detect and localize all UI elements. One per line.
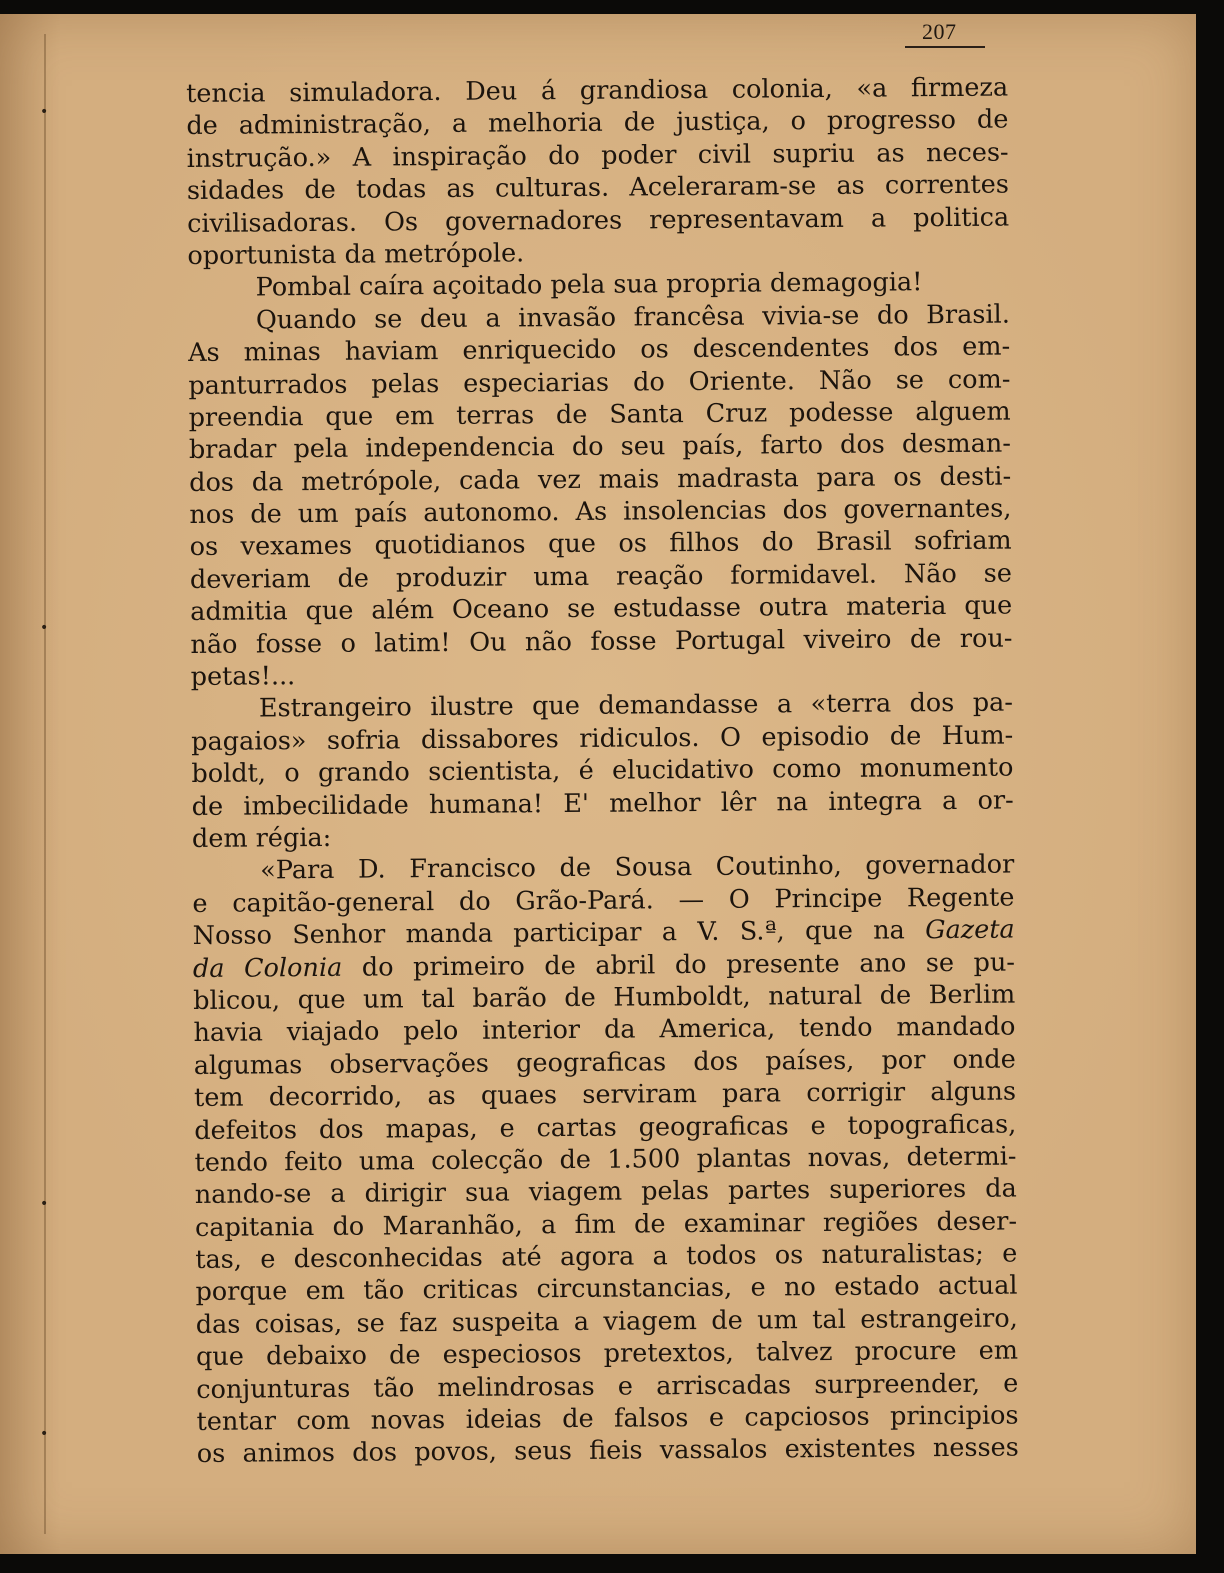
binding-mark-icon: • xyxy=(40,104,49,120)
text-line-segment: deveriam de produzir uma reação formidavel. Não se xyxy=(189,558,1013,595)
text-line-segment: oportunista da metrópole. xyxy=(187,238,525,271)
text-line-segment: porque em tão criticas circunstancias, e no estado actual xyxy=(195,1270,1018,1308)
text-line xyxy=(187,201,1009,240)
text-line-segment: Nosso Senhor manda participar a V. S.ª, que na xyxy=(192,915,926,952)
binding-mark-icon: • xyxy=(40,1196,49,1212)
text-line-segment: tencia simuladora. Deu á grandiosa colonia, «a firmeza xyxy=(186,72,1009,109)
text-line-segment: bradar pela independencia do seu país, farto dos desman- xyxy=(188,428,1012,466)
text-line-segment: pagaios» sofria dissabores ridiculos. O episodio de Hum- xyxy=(191,720,1014,757)
text-line-segment: que debaixo de especiosos pretextos, talvez procure em xyxy=(195,1335,1019,1373)
body-text xyxy=(186,72,1019,1471)
text-line xyxy=(190,622,1012,661)
text-line-segment: nando-se a dirigir sua viagem pelas partes superiores da xyxy=(194,1173,1017,1211)
text-line-segment: As minas haviam enriquecido os descendentes dos em- xyxy=(188,331,1011,369)
page-number: 207 xyxy=(922,19,957,44)
text-line-segment: havia viajado pelo interior da America, tendo mandado xyxy=(193,1011,1016,1049)
page-number-rule xyxy=(905,46,985,48)
text-line-segment: petas!... xyxy=(190,661,296,693)
text-line-segment: boldt, o grando scientista, é elucidativo como monumento xyxy=(191,752,1014,790)
text-line-segment: defeitos dos mapas, e cartas geograficas e topograficas, xyxy=(194,1109,1017,1146)
text-line-segment: algumas observações geograficas dos países, por onde xyxy=(193,1044,1016,1081)
binding-mark-icon: • xyxy=(40,1426,49,1442)
text-line-segment: conjunturas tão melindrosas e arriscadas surpreender, e xyxy=(196,1368,1019,1405)
text-line-segment: tendo feito uma colecção de 1.500 plantas novas, determi- xyxy=(194,1141,1017,1178)
text-line-segment: Quando se deu a invasão francêsa vivia-se do Brasil. xyxy=(255,299,1010,336)
text-line-segment: panturrados pelas especiarias do Oriente. Não se com- xyxy=(188,364,1011,401)
text-line-segment: «Para D. Francisco de Sousa Coutinho, governador xyxy=(260,849,1015,886)
text-line-segment: dos da metrópole, cada vez mais madrasta para os desti- xyxy=(189,461,1012,498)
text-line-segment: Pombal caíra açoitado pela sua propria demagogia! xyxy=(255,267,923,303)
text-line-segment: das coisas, se faz suspeita a viagem de um tal estrangeiro, xyxy=(195,1303,1018,1340)
text-line-segment: tem decorrido, as quaes serviram para corrigir alguns xyxy=(193,1076,1017,1114)
text-line-segment: não fosse o latim! Ou não fosse Portugal viveiro de rou- xyxy=(190,623,1013,660)
text-line-segment: tentar com novas ideias de falsos e capciosos principios xyxy=(196,1400,1019,1437)
text-line-segment: Estrangeiro ilustre que demandasse a «terra dos pa- xyxy=(258,687,1014,724)
book-page xyxy=(0,14,1196,1554)
binding-gutter xyxy=(44,34,46,1534)
text-line-segment: os vexames quotidianos que os filhos do Brasil sofriam xyxy=(189,525,1012,563)
text-line-segment: sidades de todas as culturas. Aceleraram-se as correntes xyxy=(186,169,1009,207)
text-line-segment: do primeiro de abril do presente ano se pu- xyxy=(342,947,1016,983)
text-line-segment: blicou, que um tal barão de Humboldt, natural de Berlim xyxy=(193,979,1016,1016)
text-line-segment: de administração, a melhoria de justiça, o progresso de xyxy=(186,104,1009,142)
text-line-segment: admitia que além Oceano se estudasse outra materia que xyxy=(190,590,1013,628)
text-line-segment: de imbecilidade humana! E' melhor lêr na integra a or- xyxy=(191,785,1014,822)
text-line-segment: Gazeta xyxy=(925,914,1015,946)
text-line xyxy=(197,1432,1019,1471)
text-line-segment: e capitão-general do Grão-Pará. — O Principe Regente xyxy=(192,882,1015,919)
text-line-segment: capitania do Maranhão, a fim de examinar regiões deser- xyxy=(194,1206,1018,1243)
text-line-segment: tas, e desconhecidas até agora a todos os naturalistas; e xyxy=(195,1238,1018,1276)
text-line-segment: dem régia: xyxy=(191,822,332,854)
text-line-segment: nos de um país autonomo. As insolencias dos governantes, xyxy=(189,493,1012,531)
text-line-segment: da Colonia xyxy=(192,952,343,984)
text-line xyxy=(192,784,1014,823)
text-line-segment: os animos dos povos, seus fieis vassalos existentes nesses xyxy=(196,1432,1019,1470)
text-line-segment: civilisadoras. Os governadores representavam a politica xyxy=(187,202,1010,239)
text-line-segment: preendia que em terras de Santa Cruz podesse alguem xyxy=(188,396,1011,433)
binding-mark-icon: • xyxy=(40,620,49,636)
text-line-segment: instrução.» A inspiração do poder civil supriu as neces- xyxy=(186,137,1009,174)
